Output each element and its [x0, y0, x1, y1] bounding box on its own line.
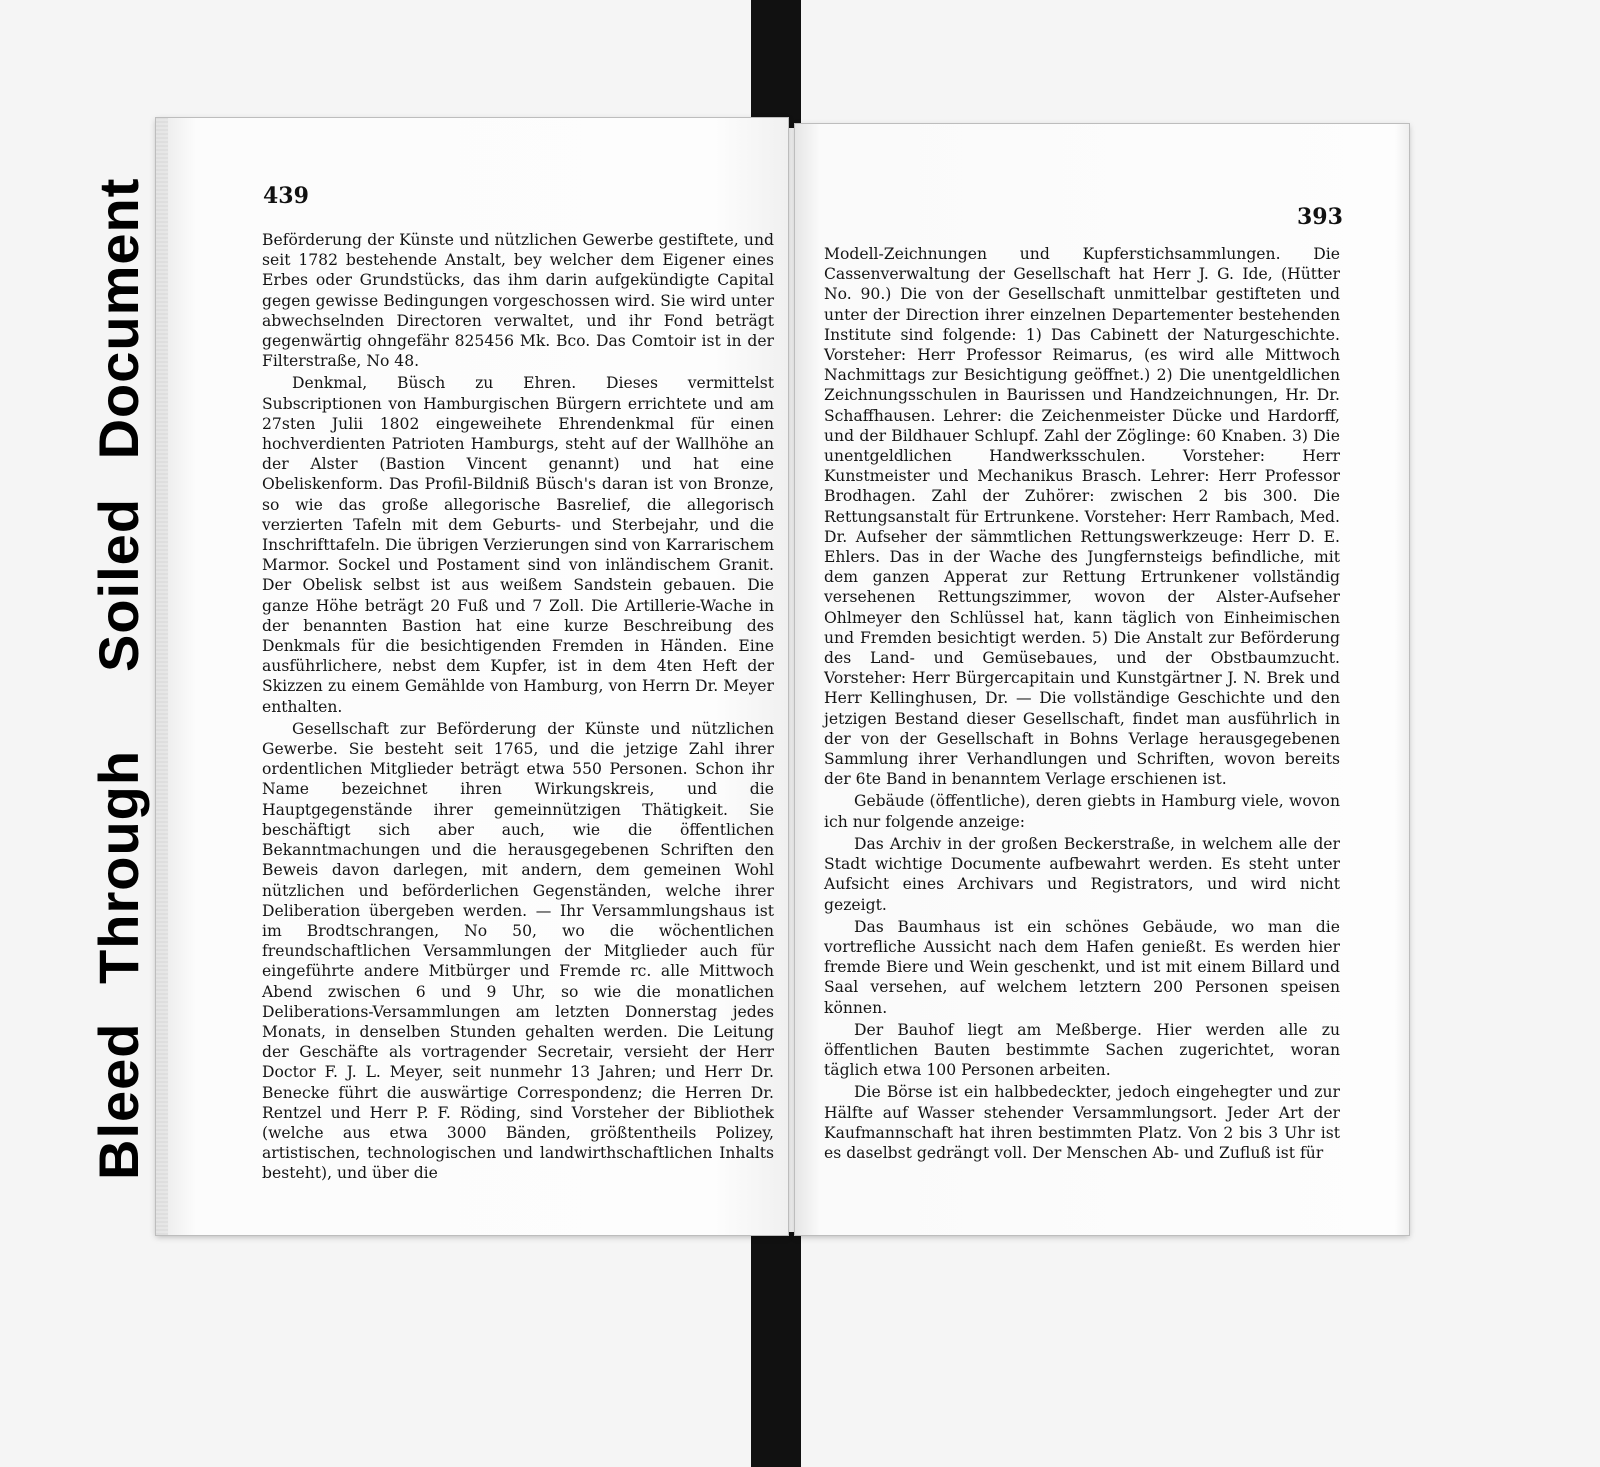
- paragraph: Modell-Zeichnungen und Kupferstichsammlungen. Die Cassenverwaltung der Gesellschaft hat Herr J. G. Ide, (Hütter No. 90.) Die von der Gesellschaft unmittelbar gestifteten und unter der Direction ihrer einzelnen Departementer bestehenden Institute sind folgende: 1) Das Cabinett der Naturgeschichte. Vorsteher: Herr Professor Reimarus, (es wird alle Mittwoch Nachmittags zur Besichtigung geöffnet.) 2) Die unentgeldlichen Zeichnungsschulen in Baurissen und Handzeichnungen, Hr. Dr. Schaffhausen. Lehrer: die Zeichenmeister Dücke und Hardorff, und der Bildhauer Schlupf. Zahl der Zöglinge: 60 Knaben. 3) Die unentgeldlichen Handwerksschulen. Vorsteher: Herr Kunstmeister und Mechanikus Brasch. Lehrer: Herr Professor Brodhagen. Zahl der Zuhörer: zwischen 2 bis 300. Die Rettungsanstalt für Ertrunkene. Vorsteher: Herr Rambach, Med. Dr. Aufseher der sämmtlichen Rettungswerkzeuge: Herr D. E. Ehlers. Das in der Wache des Jungfernsteigs befindliche, mit dem ganzen Apperat zur Rettung Ertrunkener vollständig versehenen Rettungszimmer, wovon der Alster-Aufseher Ohlmeyer den Schlüssel hat, kann täglich von Einheimischen und Fremden besichtigt werden. 5) Die Anstalt zur Beförderung des Land- und Gemüsebaues, und der Obstbaumzucht. Vorsteher: Herr Bürgercapitain und Kunstgärtner J. N. Brek und Herr Kellinghusen, Dr. — Die vollständige Geschichte und den jetzigen Bestand dieser Gesellschaft, findet man ausführlich in der von der Gesellschaft in Bohns Verlage herausgegebenen Sammlung ihrer Verhandlungen und Schriften, wovon bereits der 6te Band in benanntem Verlage erschienen ist.: [824, 245, 1340, 789]
- paragraph: Das Baumhaus ist ein schönes Gebäude, wo man die vortrefliche Aussicht nach dem Hafen genießt. Es werden hier fremde Biere und Wein geschenkt, und ist mit einem Billard und Saal versehen, auf welchem letztern 200 Personen speisen können.: [824, 917, 1340, 1017]
- binding-strip-top: [751, 0, 801, 128]
- paragraph: Der Bauhof liegt am Meßberge. Hier werden alle zu öffentlichen Bauten bestimmte Sachen zugerichtet, woran täglich etwa 100 Personen arbeiten.: [824, 1020, 1340, 1080]
- left-page-text: [262, 230, 774, 1186]
- paragraph: Gebäude (öffentliche), deren giebts in Hamburg viele, wovon ich nur folgende anzeige:: [824, 792, 1340, 831]
- bleed-through-label: Bleed Through: [87, 749, 150, 1180]
- right-page-number: 393: [1297, 204, 1343, 230]
- paragraph: Das Archiv in der großen Beckerstraße, in welchem alle der Stadt wichtige Documente aufbewahrt werden. Es steht unter Aufsicht eines Archivars und Registrators, und wird nicht gezeigt.: [824, 834, 1340, 914]
- soiled-document-label: Soiled Document: [87, 177, 150, 672]
- paragraph: Denkmal, Büsch zu Ehren. Dieses vermittelst Subscriptionen von Hamburgischen Bürgern errichtete und am 27sten Julii 1802 eingeweihete Ehrendenkmal für einen hochverdienten Patrioten Hamburgs, steht auf der Wallhöhe an der Alster (Bastion Vincent genannt) und hat eine Obeliskenform. Das Profil-Bildniß Büsch's daran ist von Bronze, so wie das große allegorische Basrelief, die allegorisch verzierten Tafeln mit dem Geburts- und Sterbejahr, und die Inschrifttafeln. Die übrigen Verzierungen sind von Karrarischem Marmor. Sockel und Postament sind von inländischem Granit. Der Obelisk selbst ist aus weißem Sandstein gebauen. Die ganze Höhe beträgt 20 Fuß und 7 Zoll. Die Artillerie-Wache in der benannten Bastion hat eine kurze Beschreibung des Denkmals für die besichtigenden Fremden in Händen. Eine ausführlichere, nebst dem Kupfer, ist in dem 4ten Heft der Skizzen zu einem Gemählde von Hamburg, von Herrn Dr. Meyer enthalten.: [262, 374, 774, 716]
- right-page-text: [824, 244, 1340, 1165]
- paragraph: Gesellschaft zur Beförderung der Künste und nützlichen Gewerbe. Sie besteht seit 1765, und die jetzige Zahl ihrer ordentlichen Mitglieder beträgt etwa 550 Personen. Schon ihr Name bezeichnet ihren Wirkungskreis, und die Hauptgegenstände ihrer gemeinnützigen Thätigkeit. Sie beschäftigt sich aber auch, wie die öffentlichen Bekanntmachungen und die herausgegebenen Schriften den Beweis davon darlegen, mit andern, dem gemeinen Wohl nützlichen und beförderlichen Gegenständen, welche ihrer Deliberation übergeben werden. — Ihr Versammlungshaus ist im Brodtschrangen, No 50, wo die wöchentlichen freundschaftlichen Versammlungen der Mitglieder auch für eingeführte andere Mitbürger und Fremde rc. alle Mittwoch Abend zwischen 6 und 9 Uhr, so wie die monatlichen Deliberations-Versammlungen am letzten Donnerstag jedes Monats, in denselben Stunden gehalten werden. Die Leitung der Geschäfte als vortragender Secretair, versieht der Herr Doctor F. J. L. Meyer, seit nunmehr 13 Jahren; und Herr Dr. Benecke führt die auswärtige Correspondenz; die Herren Dr. Rentzel und Herr P. F. Röding, sind Vorsteher der Bibliothek (welche aus etwa 3000 Bänden, größtentheils Polizey, artistischen, technologischen und landwirthschaftlichen Inhalts besteht), und über die: [262, 719, 774, 1183]
- binding-strip-bottom: [751, 1232, 801, 1467]
- paragraph: Beförderung der Künste und nützlichen Gewerbe gestiftete, und seit 1782 bestehende Anstalt, bey welcher dem Eigener eines Erbes oder Grundstücks, das ihm darin aufgekündigte Capital gegen gewisse Bedingungen vorgeschossen wird. Sie wird unter abwechselnden Directoren verwaltet, und ihr Fond beträgt gegenwärtig ohngefähr 825456 Mk. Bco. Das Comtoir ist in der Filterstraße, No 48.: [262, 231, 774, 371]
- paragraph: Die Börse ist ein halbbedeckter, jedoch eingehegter und zur Hälfte auf Wasser stehender Versammlungsort. Jeder Art der Kaufmannschaft hat ihren bestimmten Platz. Von 2 bis 3 Uhr ist es daselbst gedrängt voll. Der Menschen Ab- und Zufluß ist für: [824, 1083, 1340, 1162]
- page-edge: [156, 118, 168, 1235]
- left-page-number: 439: [263, 183, 309, 209]
